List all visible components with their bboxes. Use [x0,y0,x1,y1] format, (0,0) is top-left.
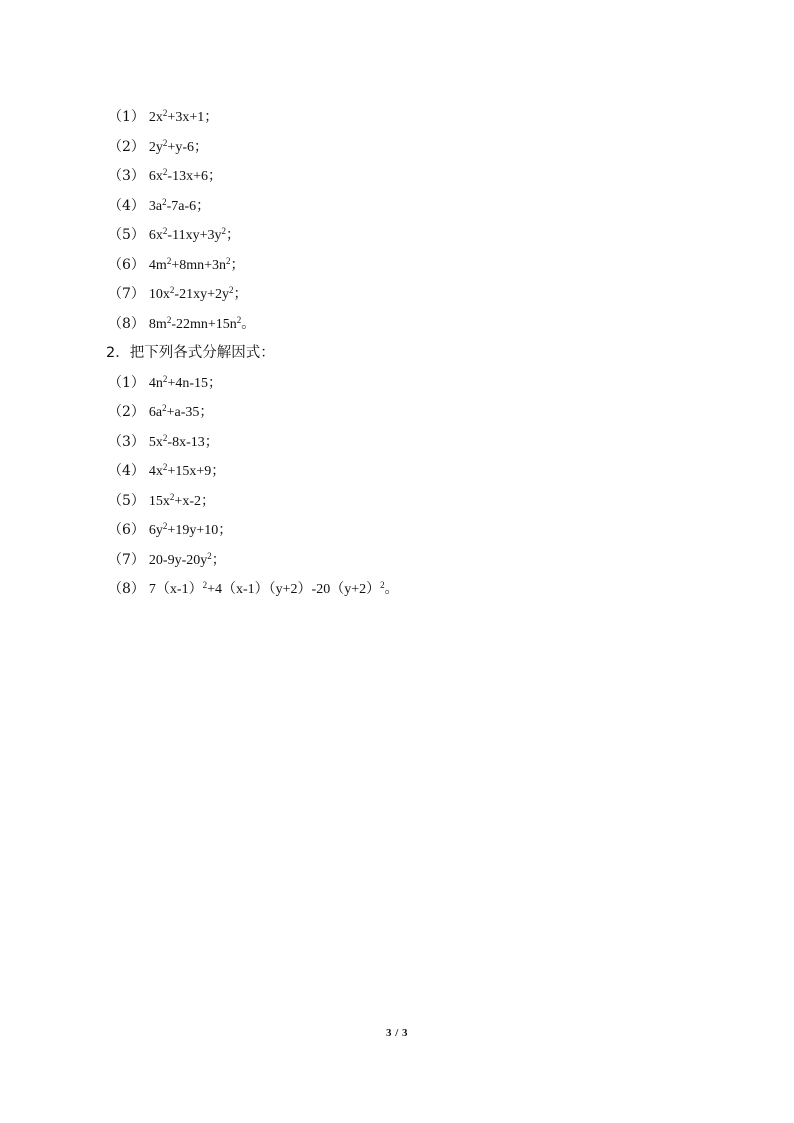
item-number: （6） [108,522,145,538]
exercise-heading-2: 2．把下列各式分解因式： [106,345,275,361]
item-number: （7） [108,286,145,302]
exercise-1-item-3 [108,162,708,192]
exercise-1-item-1 [108,103,708,133]
exercise-2-item-6 [108,516,708,546]
math-expression: $6x^2-13x+6$； [148,167,222,184]
item-number: （1） [108,374,145,391]
item-number: （5） [108,492,145,509]
math-expression: $6y^2+19y+10$； [148,521,233,538]
math-expression: $2y^2+y-6$； [148,137,208,155]
page-number: 3 / 3 [385,1027,409,1039]
math-expression: $6x^2-11xy+3y^2$； [148,226,240,243]
item-number: （5） [108,227,145,243]
exercise-content [108,103,708,605]
exercise-2-item-3 [108,428,708,458]
math-expression: $4x^2+15x+9$； [148,462,226,479]
exercise-1-item-4 [108,192,708,222]
math-expression: $5x^2-8x-13$； [148,432,219,450]
exercise-2-item-5 [108,487,708,517]
item-number: （1） [108,109,145,125]
item-number: （3） [108,433,145,450]
math-expression: $10x^2-21xy+2y^2$； [148,285,248,302]
math-expression: $3a^2-7a-6$； [148,196,211,214]
exercise-1-item-8 [108,310,708,340]
math-expression: $2x^2+3x+1$； [148,108,219,125]
math-expression: $8m^2-22mn+15n^2$。 [148,314,256,332]
exercise-2-item-7 [108,546,708,576]
math-expression: $4n^2+4n-15$； [148,373,222,391]
item-number: （4） [108,463,145,479]
exercise-1-item-2 [108,133,708,163]
exercise-list-1 [108,103,708,339]
item-number: （2） [108,404,145,420]
item-number: （7） [108,551,145,568]
math-expression: $4m^2+8mn+3n^2$； [148,255,245,273]
exercise-2-item-8 [108,575,708,605]
item-number: （3） [108,168,145,184]
exercise-1-item-7 [108,280,708,310]
exercise-2-item-2 [108,398,708,428]
exercise-1-item-5 [108,221,708,251]
exercise-2-item-4 [108,457,708,487]
item-number: （2） [108,138,145,155]
exercise-2-item-1 [108,369,708,399]
exercise-list-2 [108,369,708,605]
exercise-1-item-6 [108,251,708,281]
item-number: （8） [108,315,145,332]
math-expression: $15x^2+x-2$； [148,491,215,509]
item-number: （4） [108,197,145,214]
math-expression: $20-9y-20y^2$； [148,550,226,568]
item-number: （8） [108,581,145,597]
math-expression: $6a^2+a-35$； [148,403,214,420]
math-expression: $7(x-1)^2+4(x-1)(y+2)-20(y+2)^2$。 [148,580,399,597]
item-number: （6） [108,256,145,273]
